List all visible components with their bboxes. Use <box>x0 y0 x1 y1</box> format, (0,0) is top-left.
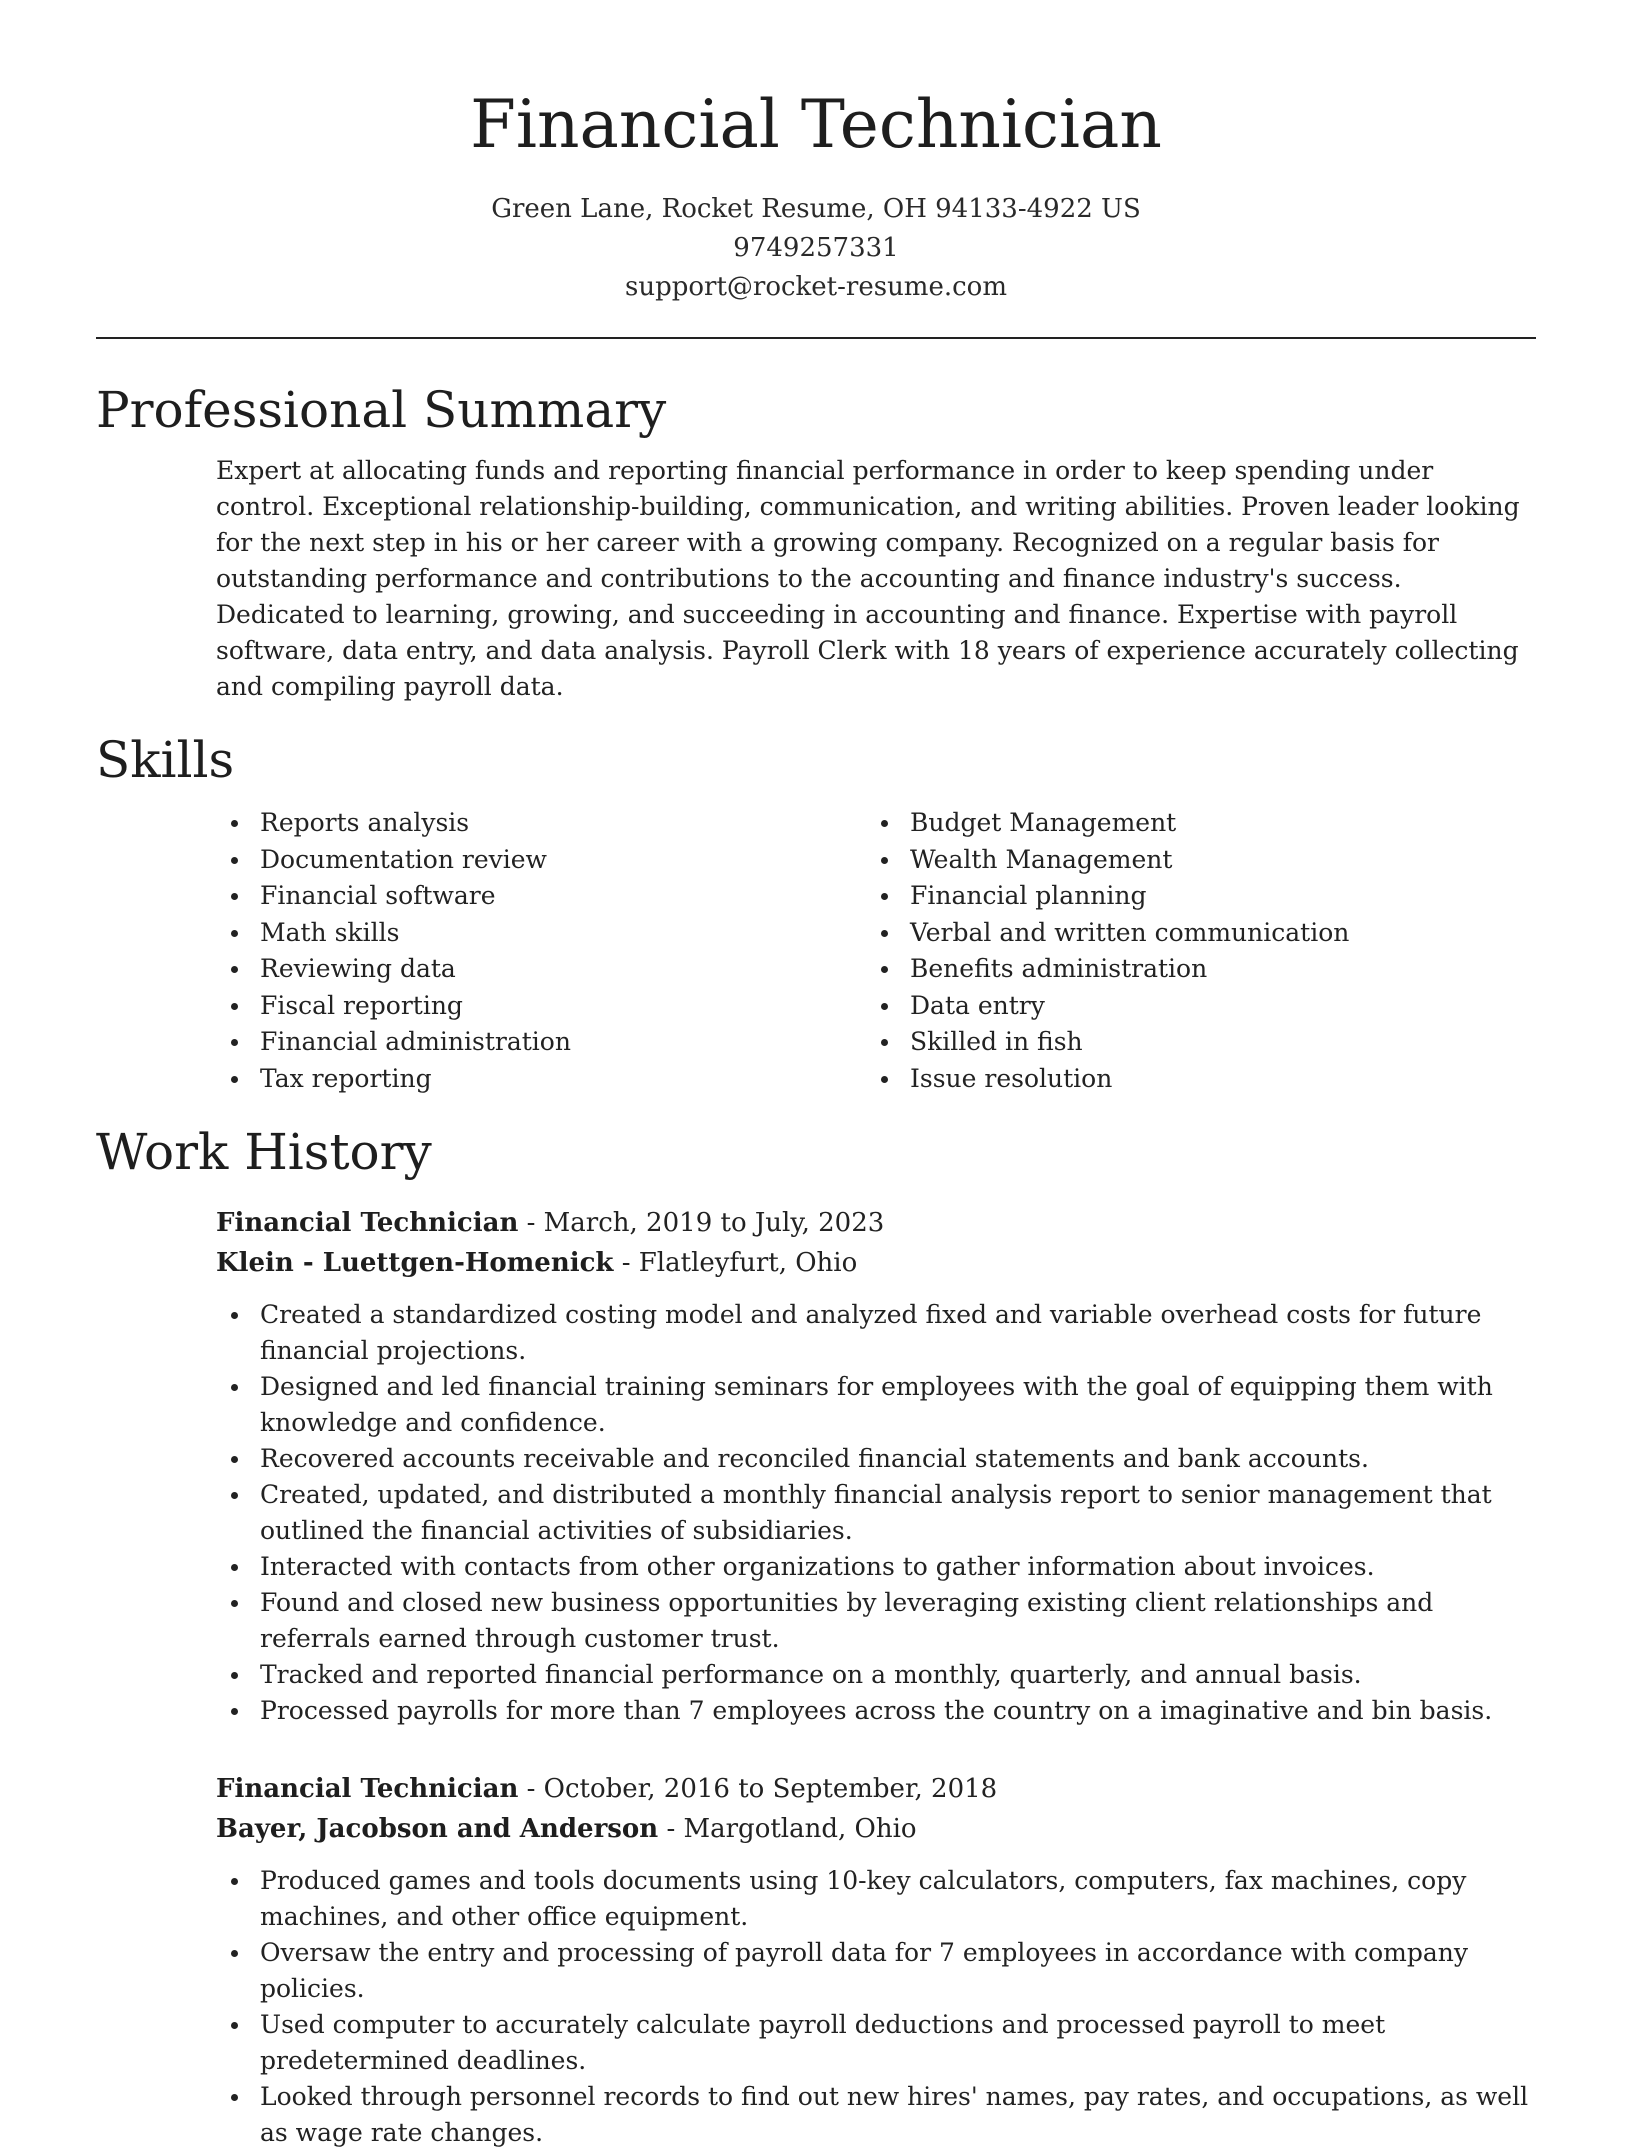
job-dates: - March, 2019 to July, 2023 <box>518 1208 885 1238</box>
phone-number: 9749257331 <box>733 233 899 263</box>
duty-item: Created a standardized costing model and analyzed fixed and variable overhead costs for future financial projections. <box>216 1297 1536 1369</box>
job-title-line <box>216 1769 1536 1809</box>
skill-item: Benefits administration <box>866 951 1516 988</box>
skill-item: Math skills <box>216 915 866 952</box>
job-entry <box>216 1769 1536 2151</box>
job-company: Bayer, Jacobson and Anderson <box>216 1814 659 1844</box>
duty-item: Looked through personnel records to find out new hires' names, pay rates, and occupations, as well as wage rate changes. <box>216 2079 1536 2151</box>
skill-item: Financial software <box>216 878 866 915</box>
email-address: support@rocket-resume.com <box>624 272 1007 302</box>
skill-item: Fiscal reporting <box>216 988 866 1025</box>
job-company-line <box>216 1809 1536 1849</box>
duty-item: Designed and led financial training seminars for employees with the goal of equipping them with knowledge and confidence. <box>216 1369 1536 1441</box>
job-company: Klein - Luettgen-Homenick <box>216 1248 614 1278</box>
header-divider <box>96 337 1536 339</box>
job-entry <box>216 1203 1536 1729</box>
skill-item: Budget Management <box>866 805 1516 842</box>
duty-item: Tracked and reported financial performance on a monthly, quarterly, and annual basis. <box>216 1657 1536 1693</box>
duty-item: Produced games and tools documents using 10-key calculators, computers, fax machines, copy machines, and other office equipment. <box>216 1863 1536 1935</box>
duty-item: Created, updated, and distributed a monthly financial analysis report to senior management that outlined the financial activities of subsidiaries. <box>216 1477 1536 1549</box>
skill-item: Skilled in fish <box>866 1024 1516 1061</box>
job-company-line <box>216 1243 1536 1283</box>
duty-item: Processed payrolls for more than 7 employees across the country on a imaginative and bin basis. <box>216 1693 1536 1729</box>
job-dates: - October, 2016 to September, 2018 <box>518 1774 998 1804</box>
job-role: Financial Technician <box>216 1208 519 1238</box>
skill-item: Reports analysis <box>216 805 866 842</box>
skill-item: Financial administration <box>216 1024 866 1061</box>
contact-block <box>96 190 1536 307</box>
resume-header <box>96 0 1536 307</box>
skills-column-left <box>216 805 866 1097</box>
work-history-heading: Work History <box>96 1123 432 1181</box>
skills-heading: Skills <box>96 731 235 789</box>
skill-item: Issue resolution <box>866 1061 1516 1098</box>
skill-item: Wealth Management <box>866 842 1516 879</box>
job-title-line <box>216 1203 1536 1243</box>
candidate-name: Financial Technician <box>470 86 1162 163</box>
job-location: - Margotland, Ohio <box>658 1814 917 1844</box>
skills-list <box>216 805 1536 1097</box>
job-duties-list <box>216 1863 1536 2151</box>
summary-text: Expert at allocating funds and reporting financial performance in order to keep spending under control. Exceptional relationship-building, communication, and writing abilities. Proven leader looking for the next step in his or her career with a growing company. Recognized on a regular basis for outstanding performance and contributions to the accounting and finance industry's success. Dedicated to learning, growing, and succeeding in accounting and finance. Expertise with payroll software, data entry, and data analysis. Payroll Clerk with 18 years of experience accurately collecting and compiling payroll data. <box>216 456 1520 701</box>
skill-item: Reviewing data <box>216 951 866 988</box>
address: Green Lane, Rocket Resume, OH 94133-4922 US <box>491 194 1141 224</box>
duty-item: Used computer to accurately calculate payroll deductions and processed payroll to meet predetermined deadlines. <box>216 2007 1536 2079</box>
summary-heading: Professional Summary <box>96 381 667 439</box>
skill-item: Financial planning <box>866 878 1516 915</box>
duty-item: Oversaw the entry and processing of payroll data for 7 employees in accordance with company policies. <box>216 1935 1536 2007</box>
job-role: Financial Technician <box>216 1774 519 1804</box>
job-duties-list <box>216 1297 1536 1729</box>
skill-item: Data entry <box>866 988 1516 1025</box>
skills-column-right <box>866 805 1516 1097</box>
job-location: - Flatleyfurt, Ohio <box>613 1248 858 1278</box>
skill-item: Documentation review <box>216 842 866 879</box>
duty-item: Recovered accounts receivable and reconciled financial statements and bank accounts. <box>216 1441 1536 1477</box>
skill-item: Tax reporting <box>216 1061 866 1098</box>
skill-item: Verbal and written communication <box>866 915 1516 952</box>
duty-item: Interacted with contacts from other organizations to gather information about invoices. <box>216 1549 1536 1585</box>
duty-item: Found and closed new business opportunities by leveraging existing client relationships and referrals earned through customer trust. <box>216 1585 1536 1657</box>
